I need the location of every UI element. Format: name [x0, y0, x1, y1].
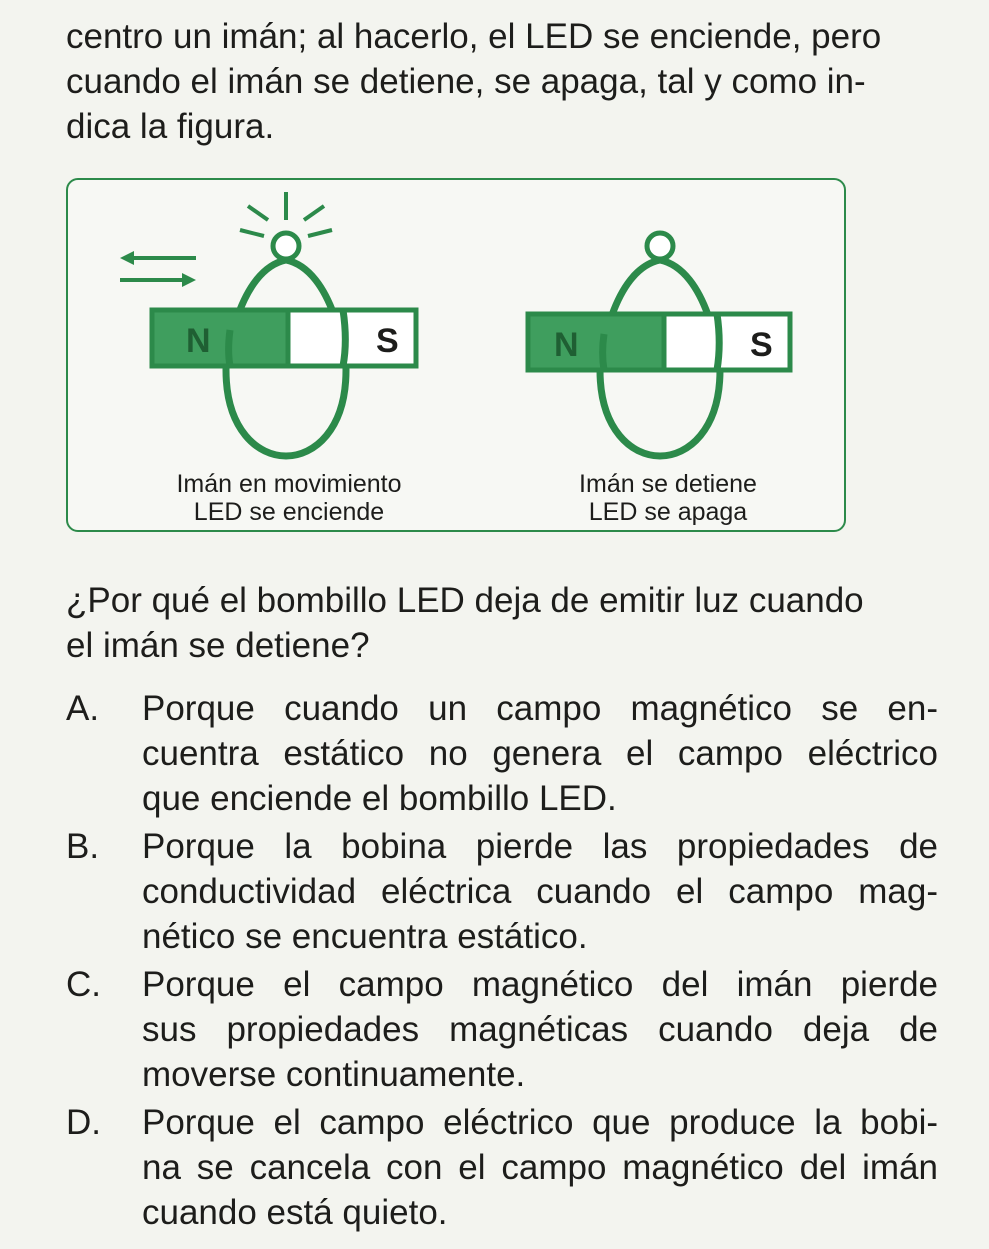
caption-right-line2: LED se apaga [588, 498, 748, 526]
caption-right [518, 470, 818, 526]
intro-paragraph [66, 14, 946, 149]
question-line: ¿Por qué el bombillo LED deja de emitir luz cuando [66, 581, 864, 620]
option-line: cuando está quieto. [142, 1193, 448, 1232]
option-c[interactable] [66, 962, 946, 1097]
option-letter: C. [66, 965, 101, 1004]
magnet-right-north-pole [528, 314, 664, 370]
magnet-left-s-label: S [376, 322, 399, 360]
option-a[interactable] [66, 686, 946, 821]
magnet-right-s-label: S [750, 326, 773, 364]
led-off-icon [647, 233, 673, 259]
magnet-left [152, 310, 416, 366]
intro-line: cuando el imán se detiene, se apaga, tal y como in- [66, 62, 866, 101]
option-line: Porque el campo eléctrico que produce la bobi- [142, 1103, 938, 1142]
question-line: el imán se detiene? [66, 626, 370, 665]
magnet-left-n-label: N [186, 322, 211, 360]
caption-left-line2: LED se enciende [193, 498, 385, 526]
option-b[interactable] [66, 824, 946, 959]
option-d[interactable] [66, 1100, 946, 1235]
option-line: Porque la bobina pierde las propiedades de [142, 827, 938, 866]
caption-left-line1: Imán en movimiento [176, 470, 402, 498]
option-letter: D. [66, 1103, 101, 1142]
question-text [66, 578, 946, 668]
intro-line: dica la figura. [66, 107, 275, 146]
option-line: sus propiedades magnéticas cuando deja de [142, 1010, 938, 1049]
option-line: que enciende el bombillo LED. [142, 779, 617, 818]
option-letter: B. [66, 827, 100, 866]
magnet-right-n-label: N [554, 326, 579, 364]
answer-options [66, 686, 946, 1238]
caption-left [134, 470, 444, 526]
option-letter: A. [66, 689, 100, 728]
option-line: Porque cuando un campo magnético se en- [142, 689, 938, 728]
magnet-coil-figure [66, 178, 846, 532]
option-line: moverse continuamente. [142, 1055, 526, 1094]
option-line: cuentra estático no genera el campo eléctrico [142, 734, 938, 773]
option-line: nético se encuentra estático. [142, 917, 588, 956]
option-line: Porque el campo magnético del imán pierde [142, 965, 938, 1004]
caption-right-line1: Imán se detiene [579, 470, 757, 498]
motion-arrows-icon [120, 251, 196, 287]
option-line: conductividad eléctrica cuando el campo mag- [142, 872, 938, 911]
intro-line: centro un imán; al hacerlo, el LED se enciende, pero [66, 17, 882, 56]
magnet-right [528, 314, 790, 370]
led-on-icon [240, 192, 332, 259]
magnet-left-north-pole [152, 310, 288, 366]
option-line: na se cancela con el campo magnético del imán [142, 1148, 938, 1187]
